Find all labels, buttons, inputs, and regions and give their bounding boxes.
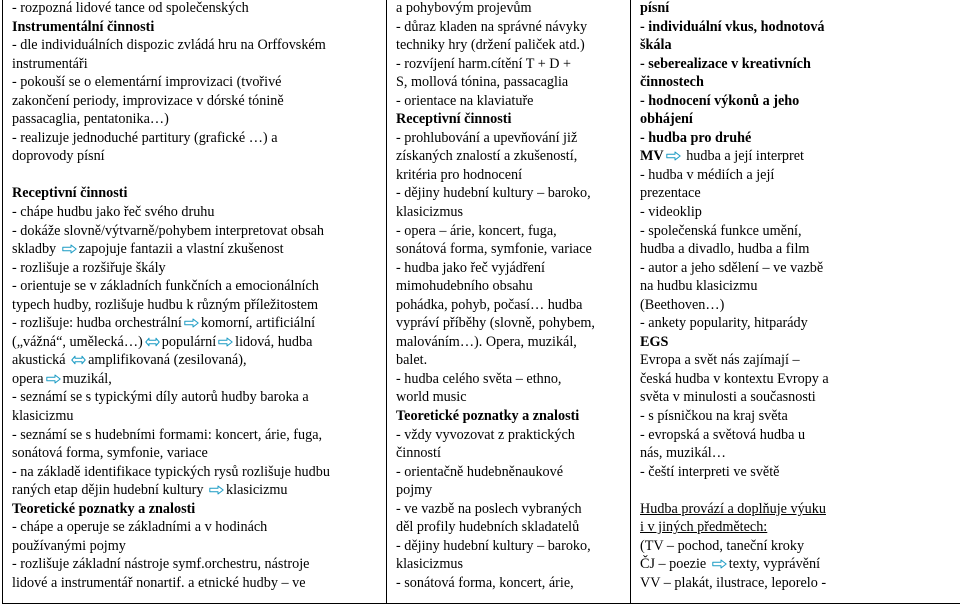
text-line: klasicizmus	[396, 203, 630, 222]
text-line: - seznámí se s hudebními formami: koncert, árie, fuga,	[12, 426, 386, 445]
column-outcomes	[3, 0, 387, 604]
text-line: vypráví příběhy (slovně, pohybem,	[396, 314, 630, 333]
arrow-right-outline-icon	[218, 337, 233, 347]
text-line: Receptivní činnosti	[396, 110, 630, 129]
text-line: malováním…). Opera, muzikál,	[396, 333, 630, 352]
text-line: na hudbu klasicizmu	[640, 277, 960, 296]
text-line: - hodnocení výkonů a jeho	[640, 92, 960, 111]
text-line: balet.	[396, 351, 630, 370]
text-line: činnostech	[640, 73, 960, 92]
text-segment: zapojuje fantazii a vlastní zkušenost	[79, 241, 284, 257]
text-line: - vždy vyvozovat z praktických	[396, 426, 630, 445]
arrow-left-right-outline-icon	[145, 337, 160, 347]
text-line: sonátová forma, symfonie, variace	[12, 444, 386, 463]
text-line: Instrumentální činnosti	[12, 18, 386, 37]
text-line: passacaglia, pentatonika…)	[12, 110, 386, 129]
text-line: - seznámí se s typickými díly autorů hudby baroka a	[12, 388, 386, 407]
text-line: (Beethoven…)	[640, 296, 960, 315]
text-line: - ve vazbě na poslech vybraných	[396, 500, 630, 519]
arrow-right-outline-icon	[209, 485, 224, 495]
text-line: nás, muzikál…	[640, 444, 960, 463]
text-line: Teoretické poznatky a znalosti	[12, 500, 386, 519]
text-line: získaných znalostí a zkušeností,	[396, 147, 630, 166]
text-segment: MV	[640, 148, 664, 164]
text-segment: komorní, artificiální	[201, 315, 315, 331]
text-line: world music	[396, 388, 630, 407]
column-content	[387, 0, 631, 604]
text-segment: - rozlišuje: hudba orchestrální	[12, 315, 182, 331]
text-line: EGS	[640, 333, 960, 352]
text-segment: raných etap dějin hudební kultury	[12, 482, 207, 498]
text-line	[12, 333, 386, 352]
text-line: (TV – pochod, taneční kroky	[640, 537, 960, 556]
text-line: doprovody písní	[12, 147, 386, 166]
text-line: a pohybovým projevům	[396, 0, 630, 18]
text-line: VV – plakát, ilustrace, leporelo -	[640, 574, 960, 593]
text-line: hudba a divadlo, hudba a film	[640, 240, 960, 259]
text-line: - s písničkou na kraj světa	[640, 407, 960, 426]
text-line: zakončení periody, improvizace v dórské tónině	[12, 92, 386, 111]
text-line	[12, 240, 386, 259]
text-segment: muzikál,	[63, 371, 112, 387]
text-line: - hudba celého světa – ethno,	[396, 370, 630, 389]
text-line: - realizuje jednoduché partitury (grafické …) a	[12, 129, 386, 148]
text-line: - dokáže slovně/výtvarně/pohybem interpretovat obsah	[12, 222, 386, 241]
text-line: techniky hry (držení paliček atd.)	[396, 36, 630, 55]
text-line: instrumentáři	[12, 55, 386, 74]
text-line: - rozlišuje základní nástroje symf.orchestru, nástroje	[12, 555, 386, 574]
text-line: - autor a jeho sdělení – ve vazbě	[640, 259, 960, 278]
text-line: i v jiných předmětech:	[640, 518, 960, 537]
text-line: - dějiny hudební kultury – baroko,	[396, 537, 630, 556]
text-line: - společenská funkce umění,	[640, 222, 960, 241]
text-line: děl profily hudebních skladatelů	[396, 518, 630, 537]
column-cross-topics	[631, 0, 960, 604]
arrow-right-outline-icon	[184, 318, 199, 328]
text-segment: ČJ – poezie	[640, 556, 710, 572]
text-segment: populární	[162, 334, 216, 350]
text-line: kritéria pro hodnocení	[396, 166, 630, 185]
text-line: - ankety popularity, hitparády	[640, 314, 960, 333]
text-segment: („vážná“, umělecká…)	[12, 334, 143, 350]
text-line: lidové a instrumentář nonartif. a etnické hudby – ve	[12, 574, 386, 593]
text-line	[12, 370, 386, 389]
text-line: - hudba pro druhé	[640, 129, 960, 148]
text-line: škála	[640, 36, 960, 55]
text-line: - rozpozná lidové tance od společenských	[12, 0, 386, 18]
text-line: - na základě identifikace typických rysů rozlišuje hudbu	[12, 463, 386, 482]
text-line: typech hudby, rozlišuje hudbu k různým příležitostem	[12, 296, 386, 315]
text-line: Hudba provází a doplňuje výuku	[640, 500, 960, 519]
text-line: činností	[396, 444, 630, 463]
text-line: sonátová forma, symfonie, variace	[396, 240, 630, 259]
text-line: mimohudebního obsahu	[396, 277, 630, 296]
text-line: - opera – árie, koncert, fuga,	[396, 222, 630, 241]
text-line: Teoretické poznatky a znalosti	[396, 407, 630, 426]
text-line: používanými pojmy	[12, 537, 386, 556]
text-line: česká hudba v kontextu Evropy a	[640, 370, 960, 389]
text-line: - chápe a operuje se základními a v hodinách	[12, 518, 386, 537]
text-line: klasicizmu	[12, 407, 386, 426]
text-line: pojmy	[396, 481, 630, 500]
text-line: - rozvíjení harm.cítění T + D +	[396, 55, 630, 74]
arrow-right-outline-icon	[712, 559, 727, 569]
text-line	[12, 481, 386, 500]
table-row	[3, 0, 960, 604]
arrow-right-outline-icon	[666, 151, 681, 161]
text-line	[12, 351, 386, 370]
text-line: prezentace	[640, 184, 960, 203]
text-segment: opera	[12, 371, 44, 387]
text-line: - dějiny hudební kultury – baroko,	[396, 184, 630, 203]
text-line: - dle individuálních dispozic zvládá hru na Orffovském	[12, 36, 386, 55]
text-line: - rozlišuje a rozšiřuje škály	[12, 259, 386, 278]
text-line: - hudba jako řeč vyjádření	[396, 259, 630, 278]
text-line: - evropská a světová hudba u	[640, 426, 960, 445]
text-line: - seberealizace v kreativních	[640, 55, 960, 74]
text-line: - orientačně hudebněnaukové	[396, 463, 630, 482]
arrow-left-right-outline-icon	[71, 355, 86, 365]
text-line: Receptivní činnosti	[12, 184, 386, 203]
text-line: - chápe hudbu jako řeč svého druhu	[12, 203, 386, 222]
text-line	[640, 481, 960, 500]
text-line	[12, 314, 386, 333]
text-line	[640, 555, 960, 574]
text-segment: akustická	[12, 352, 69, 368]
text-line: - důraz kladen na správné návyky	[396, 18, 630, 37]
curriculum-table	[2, 0, 960, 604]
arrow-right-outline-icon	[46, 374, 61, 384]
text-line: S, mollová tónina, passacaglia	[396, 73, 630, 92]
text-segment: hudba a její interpret	[683, 148, 804, 164]
text-line: obhájení	[640, 110, 960, 129]
text-line: světa v minulosti a současnosti	[640, 388, 960, 407]
text-segment: klasicizmu	[226, 482, 287, 498]
text-line: - individuální vkus, hodnotová	[640, 18, 960, 37]
text-line: - sonátová forma, koncert, árie,	[396, 574, 630, 593]
text-line: - hudba v médiích a její	[640, 166, 960, 185]
text-line: pohádka, pohyb, počasí… hudba	[396, 296, 630, 315]
text-line: Evropa a svět nás zajímají –	[640, 351, 960, 370]
arrow-right-outline-icon	[62, 244, 77, 254]
text-line: - orientace na klaviatuře	[396, 92, 630, 111]
text-line: - orientuje se v základních funkčních a emocionálních	[12, 277, 386, 296]
text-segment: texty, vyprávění	[729, 556, 820, 572]
text-segment: lidová, hudba	[235, 334, 312, 350]
text-line: klasicizmus	[396, 555, 630, 574]
text-line: - pokouší se o elementární improvizaci (tvořivé	[12, 73, 386, 92]
text-segment: skladby	[12, 241, 60, 257]
text-line	[12, 166, 386, 185]
text-line: písní	[640, 0, 960, 18]
text-line: - prohlubování a upevňování již	[396, 129, 630, 148]
text-segment: amplifikovaná (zesilovaná),	[88, 352, 246, 368]
text-line	[640, 147, 960, 166]
text-line: - čeští interpreti ve světě	[640, 463, 960, 482]
text-line: - videoklip	[640, 203, 960, 222]
